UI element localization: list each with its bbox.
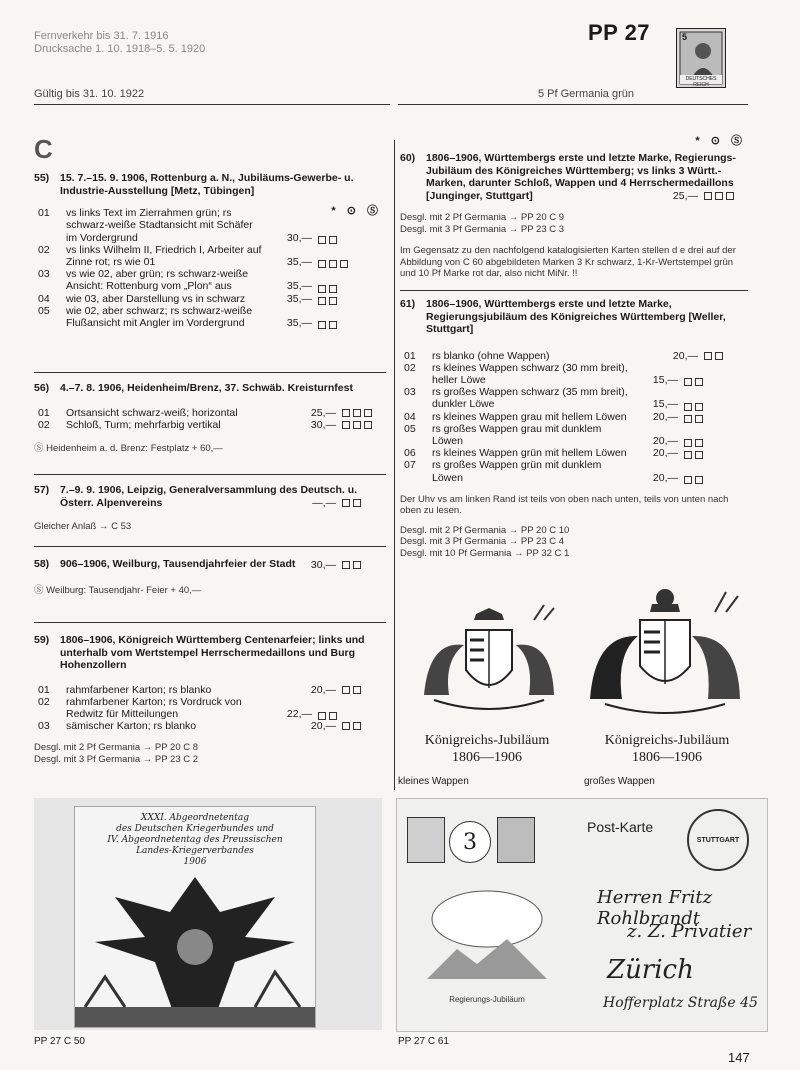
entry-number: 58): [34, 558, 50, 570]
variant-desc: vs wie 02, aber grün; rs schwarz-weiße Ansicht: Rottenburg vom „Plon“ aus: [66, 268, 249, 293]
variant-row: [34, 720, 386, 732]
entry-55: [34, 172, 386, 329]
postcard-line: IV. Abgeordnetentag des Preussischen: [107, 835, 283, 845]
header-line-2: Drucksache 1. 10. 1918–5. 5. 1920: [34, 43, 206, 55]
entry-59-head: [34, 634, 386, 672]
entry-remark: Der Uhv vs am linken Rand ist teils von oben nach unten, teils von unten nach oben zu lesen.: [400, 493, 729, 517]
variant-price: 20,—: [652, 434, 678, 447]
entry-note: Desgl. mit 3 Pf Germania → PP 23 C 2: [34, 753, 199, 765]
address-line-4: Hofferplatz Straße 45: [603, 995, 758, 1011]
variant-code: 07: [404, 459, 416, 472]
entry-55-head: [34, 172, 386, 197]
coat-of-arms-large-image: [580, 584, 750, 724]
variant-row: [34, 684, 386, 696]
entry-title: 906–1906, Weilburg, Tausendjahrfeier der Stadt: [60, 558, 296, 570]
crest-small-title: [398, 732, 576, 766]
caption-c61: PP 27 C 61: [398, 1036, 449, 1047]
variant-code: 03: [404, 386, 416, 399]
variant-boxes: [678, 437, 728, 447]
variant-desc: rs großes Wappen grün mit dunklem Löwen: [432, 459, 602, 484]
variant-boxes: [312, 295, 362, 305]
crest-large-caption: großes Wappen: [584, 776, 655, 787]
variant-desc: rahmfarbener Karton; rs Vordruck von Redwitz für Mitteilungen: [66, 695, 242, 720]
entry-note: Gleicher Anlaß → C 53: [34, 521, 132, 533]
variant-row: [34, 419, 386, 431]
entry-price: 30,—: [310, 558, 336, 571]
variant-code: 04: [38, 292, 50, 305]
variant-desc: rs großes Wappen schwarz (35 mm breit), dunkler Löwe: [432, 386, 628, 411]
variant-desc: vs links Text im Zierrahmen grün; rs schwarz-weiße Stadtansicht mit Schäfer im Vordergrund: [66, 207, 253, 244]
variant-row: [34, 407, 386, 419]
variant-boxes: [336, 407, 386, 417]
variant-row: [400, 386, 748, 410]
variant-row: [400, 350, 748, 362]
variant-desc: wie 03, aber Darstellung vs in schwarz: [66, 292, 246, 305]
coat-of-arms-small: [404, 600, 574, 720]
variant-code: 02: [404, 361, 416, 374]
catalog-id: PP 27: [588, 20, 651, 45]
page-number: 147: [728, 1050, 750, 1065]
variant-desc: Schloß, Turm; mehrfarbig vertikal: [66, 418, 221, 431]
entry-note: Desgl. mit 10 Pf Germania → PP 32 C 1: [400, 547, 570, 559]
address-line-1: Herren Fritz Rohlbrandt: [597, 887, 713, 929]
entry-number: 56): [34, 382, 50, 394]
postcard-line: XXXI. Abgeordnetentag: [141, 813, 249, 823]
postmark-text: STUTTGART: [696, 836, 740, 844]
variant-price: 20,—: [652, 447, 678, 460]
variant-boxes: [312, 283, 362, 293]
variant-desc: rs kleines Wappen grün mit hellem Löwen: [432, 447, 627, 460]
entry-58: [34, 558, 386, 596]
variant-code: 03: [38, 268, 50, 281]
variant-desc: rs kleines Wappen grau mit hellem Löwen: [432, 410, 627, 423]
variant-row: [400, 362, 748, 386]
variant-code: 03: [38, 720, 50, 733]
variant-desc: sämischer Karton; rs blanko: [66, 720, 197, 733]
variant-boxes: [312, 319, 362, 329]
variant-boxes: [312, 710, 362, 720]
variant-row: [400, 423, 748, 447]
variant-price: 20,—: [310, 720, 336, 733]
entry-title: 1806–1906, Württembergs erste und letzte Marke, Regierungsjubiläum des Königreiches Württemberg [Weller, Stuttgart]: [426, 298, 726, 335]
entry-rule: [34, 372, 386, 373]
variant-price: 15,—: [652, 373, 678, 386]
variant-code: 02: [38, 418, 50, 431]
variant-price: 35,—: [286, 256, 312, 269]
entry-61-head: [400, 298, 748, 336]
variant-code: 01: [404, 349, 416, 362]
entry-60: [400, 152, 748, 280]
variant-desc: rs großes Wappen grau mit dunklem Löwen: [432, 422, 602, 447]
postcard-line: des Deutschen Kriegerbundes und: [116, 824, 274, 834]
entry-title: 1806–1906, Königreich Württemberg Centenarfeier; links und unterhalb vom Wertstempel Herrschermedaillons und Burg Hohenzollern: [60, 634, 365, 671]
header-rule-right: [398, 104, 748, 105]
entry-note: Ⓢ Heidenheim a. d. Brenz: Festplatz + 60,—: [34, 442, 223, 454]
variant-desc: rs blanko (ohne Wappen): [432, 349, 550, 362]
variant-price: 30,—: [310, 418, 336, 431]
entry-56-head: [34, 382, 386, 395]
entry-rule: [34, 546, 386, 547]
variant-boxes: [336, 559, 386, 569]
variant-boxes: [336, 419, 386, 429]
variant-price: 35,—: [286, 317, 312, 330]
variant-price: 22,—: [286, 707, 312, 720]
variant-boxes: [312, 258, 362, 268]
entry-title: 7.–9. 9. 1906, Leipzig, Generalversammlung des Deutsch. u. Österr. Alpenvereins: [60, 484, 358, 509]
entry-rule: [400, 290, 748, 291]
crest-large-title: [578, 732, 756, 766]
entry-number: 60): [400, 152, 416, 164]
postcard-c50: [74, 806, 316, 1028]
variant-boxes: [678, 413, 728, 423]
variant-price: 30,—: [286, 231, 312, 244]
variant-price: 25,—: [310, 406, 336, 419]
entry-title: 1806–1906, Württembergs erste und letzte Marke, Regierungs-Jubiläum des Königreiches Württemberg; vs links 3 Württ.-Marken, darunter Schloß, Wappen und 4 Herrschermedaillons [Junginger, Stuttgart]: [426, 152, 736, 202]
variant-desc: rs kleines Wappen schwarz (30 mm breit), heller Löwe: [432, 361, 628, 386]
postcard-line: Landes-Kriegerverbandes: [136, 846, 254, 856]
variant-boxes: [698, 350, 748, 360]
postcard-image-left: [34, 798, 382, 1030]
entry-59: [34, 634, 386, 765]
variant-boxes: [698, 190, 748, 200]
stamp-value: 5: [682, 32, 688, 42]
entry-note: Desgl. mit 3 Pf Germania → PP 23 C 3: [400, 223, 565, 235]
variant-code: 05: [404, 422, 416, 435]
germania-stamp: [676, 28, 726, 88]
post-karte-label: Post-Karte: [587, 819, 654, 835]
variant-boxes: [336, 720, 386, 730]
entry-56: [34, 382, 386, 454]
entry-remark: Im Gegensatz zu den nachfolgend katalogisierten Karten stellen d e drei auf der Abbildung von C 60 abgebildeten Marken 3 Kr schwarz, 1-Kr-Wertstempel grün und 10 Pf Marke rot dar, also nicht MiNr. !!: [400, 245, 736, 280]
stamp-three-kreuzer: [449, 821, 491, 863]
variant-code: 06: [404, 447, 416, 460]
variant-code: 01: [38, 207, 50, 220]
variant-boxes: [336, 684, 386, 694]
header-rule-left: [34, 104, 390, 105]
entry-number: 61): [400, 298, 416, 310]
variant-desc: Ortsansicht schwarz-weiß; horizontal: [66, 406, 238, 419]
entry-price: —,—: [312, 497, 336, 509]
entry-number: 59): [34, 634, 50, 646]
variant-code: 02: [38, 243, 50, 256]
variant-row: [34, 293, 386, 305]
stamp-description: 5 Pf Germania grün: [538, 88, 634, 100]
stamp-three-icon: [497, 817, 535, 863]
variant-boxes: [312, 234, 362, 244]
variant-row: [400, 459, 748, 483]
variant-boxes: [678, 376, 728, 386]
variant-price: 35,—: [286, 292, 312, 305]
variant-desc: wie 02, aber schwarz; rs schwarz-weiße Flußansicht mit Angler im Vordergrund: [66, 304, 253, 330]
crest-line-2: 1806—1906: [452, 750, 522, 765]
card-bottom-text: Regierungs-Jubiläum: [449, 995, 525, 1004]
entry-price: 25,—: [672, 190, 698, 202]
variant-desc: rahmfarbener Karton; rs blanko: [66, 683, 212, 696]
variant-price: 20,—: [652, 471, 678, 484]
variant-boxes: [678, 449, 728, 459]
postcard-c50-text: [81, 813, 309, 868]
entry-note: Desgl. mit 3 Pf Germania → PP 23 C 4: [400, 536, 565, 548]
variant-code: 04: [404, 410, 416, 423]
entry-note: Ⓢ Weilburg: Tausendjahr- Feier + 40,—: [34, 584, 202, 596]
entry-title: 15. 7.–15. 9. 1906, Rottenburg a. N., Jubiläums-Gewerbe- u. Industrie-Ausstellung [Metz, Tübingen]: [60, 172, 354, 197]
crest-line-2: 1806—1906: [632, 750, 702, 765]
entry-55-marks: * ⊙ Ⓢ: [331, 205, 382, 217]
coat-of-arms-large: [580, 584, 750, 724]
address-line-2: z. Z. Privatier: [627, 921, 752, 942]
header-line-1: Fernverkehr bis 31. 7. 1916: [34, 30, 169, 42]
header-valid: Gültig bis 31. 10. 1922: [34, 88, 145, 100]
stamp-digit: 3: [463, 829, 477, 855]
right-column-marks: * ⊙ Ⓢ: [695, 135, 746, 147]
variant-price: 35,—: [286, 280, 312, 293]
variant-row: [400, 411, 748, 423]
entry-note: Desgl. mit 2 Pf Germania → PP 20 C 9: [400, 212, 565, 224]
entry-rule: [34, 474, 386, 475]
entry-note: Desgl. mit 2 Pf Germania → PP 20 C 10: [400, 524, 570, 536]
postmark-icon: [687, 809, 749, 871]
coat-of-arms-small-image: [404, 600, 574, 720]
entry-61: [400, 298, 748, 559]
variant-code: 01: [38, 683, 50, 696]
stamp-legend: DEUTSCHES REICH: [685, 76, 717, 88]
entry-number: 57): [34, 484, 50, 496]
crest-small-caption: kleines Wappen: [398, 776, 469, 787]
variant-code: 05: [38, 304, 50, 317]
entry-note: Desgl. mit 2 Pf Germania → PP 20 C 8: [34, 742, 199, 754]
variant-boxes: [336, 497, 386, 507]
variant-price: 20,—: [672, 349, 698, 362]
postcard-line: 1906: [183, 857, 207, 867]
variant-price: 20,—: [652, 410, 678, 423]
variant-boxes: [678, 474, 728, 484]
variant-row: [34, 305, 386, 329]
section-letter: C: [34, 134, 53, 164]
variant-price: 15,—: [652, 398, 678, 411]
variant-row: [34, 696, 386, 720]
eagle-illustration: [75, 867, 315, 1027]
postcard-image-right: [396, 798, 768, 1032]
variant-row: [400, 447, 748, 459]
variant-code: 02: [38, 695, 50, 708]
variant-row: [34, 244, 386, 268]
variant-boxes: [678, 401, 728, 411]
variant-price: 20,—: [310, 683, 336, 696]
crest-line-1: Königreichs-Jubiläum: [424, 733, 550, 748]
entry-number: 55): [34, 172, 50, 184]
variant-row: [34, 268, 386, 292]
entry-title: 4.–7. 8. 1906, Heidenheim/Brenz, 37. Schwäb. Kreisturnfest: [60, 382, 353, 394]
castle-illustration: [417, 879, 557, 989]
variant-code: 01: [38, 406, 50, 419]
entry-57: [34, 484, 386, 533]
column-divider: [394, 140, 395, 790]
entry-rule: [34, 622, 386, 623]
caption-c50: PP 27 C 50: [34, 1036, 85, 1047]
variant-desc: vs links Wilhelm II, Friedrich I, Arbeiter auf Zinne rot; rs wie 01: [66, 243, 262, 269]
stamp-one-icon: [407, 817, 445, 863]
crest-line-1: Königreichs-Jubiläum: [604, 733, 730, 748]
address-line-3: Zürich: [607, 955, 694, 985]
